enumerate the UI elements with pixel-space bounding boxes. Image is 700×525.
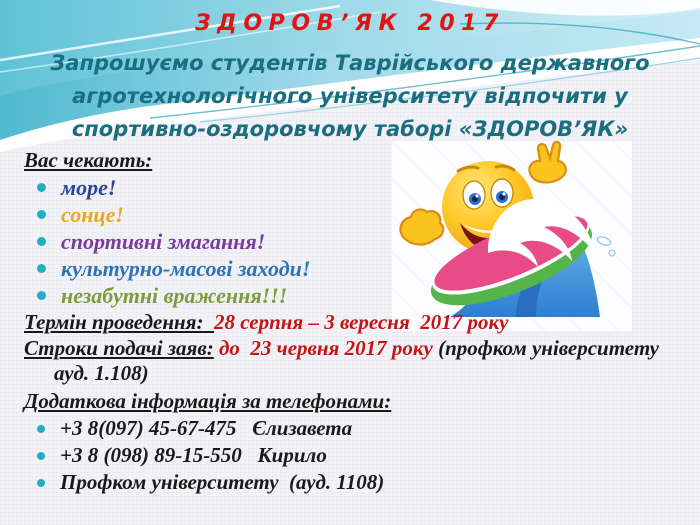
camp-dates-label: Термін проведення: <box>24 310 214 334</box>
list-item <box>24 228 688 255</box>
bullet-icon <box>37 291 46 300</box>
bullet-icon <box>37 264 46 273</box>
list-item <box>24 469 688 496</box>
bullet-text: сонце! <box>61 202 124 227</box>
bullet-icon <box>37 237 46 246</box>
subtitle-line: спортивно-оздоровчому таборі «ЗДОРОВ’ЯК» <box>71 117 629 141</box>
application-deadline-note: (профком університету ауд. 1.108) <box>54 336 665 385</box>
subtitle-line: агротехнологічного університету відпочити у <box>72 84 628 108</box>
slide-body <box>24 146 688 496</box>
bullet-text: море! <box>61 175 117 200</box>
phone-contact: +3 8(097) 45-67-475 Єлизавета <box>60 416 353 440</box>
bullet-icon <box>37 183 46 192</box>
office-contact: Профком університету (ауд. 1108) <box>60 470 385 494</box>
section-heading-expect: Вас чекають: <box>24 148 153 172</box>
list-item <box>24 282 688 309</box>
slide-subtitle <box>0 47 700 146</box>
list-item <box>24 255 688 282</box>
list-item <box>24 201 688 228</box>
bullet-icon <box>37 210 46 219</box>
camp-dates-line <box>24 309 688 336</box>
bullet-icon <box>37 425 45 433</box>
bullet-text: незабутні враження!!! <box>61 283 288 308</box>
camp-dates-value: 28 серпня – 3 вересня 2017 року <box>213 310 509 334</box>
application-deadline-value: до 23 червня 2017 року <box>219 336 433 360</box>
list-item <box>24 415 688 442</box>
section-heading-contacts: Додаткова інформація за телефонами: <box>24 389 392 413</box>
application-deadline-label: Строки подачі заяв: <box>24 336 214 360</box>
slide-title: ЗДОРОВ’ЯК 2017 <box>194 11 506 36</box>
bullet-icon <box>37 452 45 460</box>
phone-contact: +3 8 (098) 89-15-550 Кирило <box>60 443 327 467</box>
list-item <box>24 174 688 201</box>
application-deadline-line <box>24 336 668 386</box>
subtitle-line: Запрошуємо студентів Таврійського державного <box>50 51 650 75</box>
list-item <box>24 442 688 469</box>
bullet-icon <box>37 479 45 487</box>
bullet-text: культурно-масові заходи! <box>61 256 311 281</box>
bullet-text: спортивні змагання! <box>61 229 266 254</box>
